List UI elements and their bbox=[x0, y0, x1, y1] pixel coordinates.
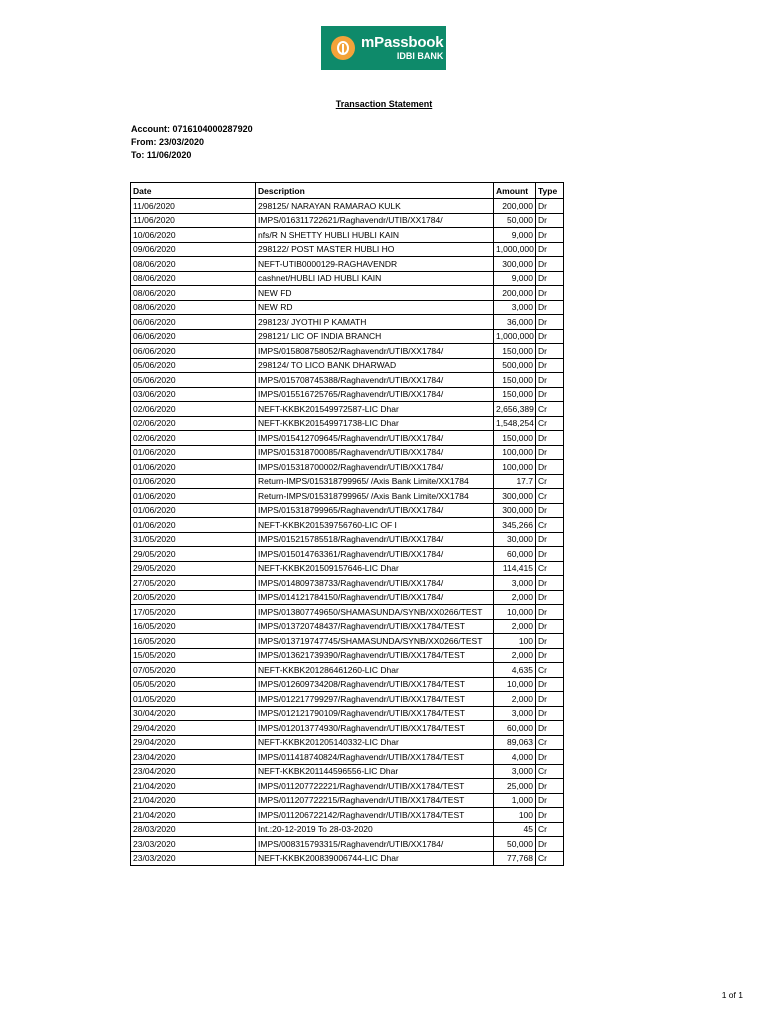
header-amount: Amount bbox=[494, 183, 536, 199]
cell-type: Dr bbox=[536, 387, 564, 402]
table-row bbox=[131, 808, 564, 823]
cell-description: NEW FD bbox=[256, 286, 494, 301]
table-row bbox=[131, 764, 564, 779]
table-row bbox=[131, 213, 564, 228]
cell-date: 05/05/2020 bbox=[131, 677, 256, 692]
cell-description: NEFT-KKBK201286461260-LIC Dhar bbox=[256, 663, 494, 678]
cell-type: Cr bbox=[536, 663, 564, 678]
cell-amount: 1,000,000 bbox=[494, 329, 536, 344]
cell-date: 21/04/2020 bbox=[131, 779, 256, 794]
cell-type: Cr bbox=[536, 735, 564, 750]
cell-type: Dr bbox=[536, 460, 564, 475]
cell-description: NEFT-UTIB0000129-RAGHAVENDR bbox=[256, 257, 494, 272]
cell-description: IMPS/011418740824/Raghavendr/UTIB/XX1784/TEST bbox=[256, 750, 494, 765]
table-row bbox=[131, 402, 564, 417]
cell-type: Dr bbox=[536, 779, 564, 794]
cell-type: Dr bbox=[536, 242, 564, 257]
cell-amount: 1,548,254 bbox=[494, 416, 536, 431]
cell-amount: 2,000 bbox=[494, 648, 536, 663]
cell-description: Return-IMPS/015318799965/ /Axis Bank Limite/XX1784 bbox=[256, 474, 494, 489]
cell-amount: 100,000 bbox=[494, 460, 536, 475]
cell-type: Cr bbox=[536, 561, 564, 576]
cell-type: Dr bbox=[536, 358, 564, 373]
cell-type: Dr bbox=[536, 837, 564, 852]
cell-amount: 10,000 bbox=[494, 677, 536, 692]
table-row bbox=[131, 242, 564, 257]
cell-description: IMPS/013720748437/Raghavendr/UTIB/XX1784/TEST bbox=[256, 619, 494, 634]
cell-amount: 1,000,000 bbox=[494, 242, 536, 257]
cell-date: 01/06/2020 bbox=[131, 460, 256, 475]
cell-amount: 3,000 bbox=[494, 706, 536, 721]
cell-amount: 50,000 bbox=[494, 213, 536, 228]
cell-date: 29/05/2020 bbox=[131, 561, 256, 576]
cell-amount: 2,000 bbox=[494, 590, 536, 605]
cell-description: 298124/ TO LICO BANK DHARWAD bbox=[256, 358, 494, 373]
cell-date: 05/06/2020 bbox=[131, 373, 256, 388]
cell-type: Cr bbox=[536, 474, 564, 489]
header-description: Description bbox=[256, 183, 494, 199]
table-row bbox=[131, 837, 564, 852]
table-row bbox=[131, 315, 564, 330]
cell-description: 298125/ NARAYAN RAMARAO KULK bbox=[256, 199, 494, 214]
cell-amount: 150,000 bbox=[494, 373, 536, 388]
cell-amount: 300,000 bbox=[494, 489, 536, 504]
cell-amount: 150,000 bbox=[494, 344, 536, 359]
table-row bbox=[131, 779, 564, 794]
cell-amount: 100,000 bbox=[494, 445, 536, 460]
cell-amount: 50,000 bbox=[494, 837, 536, 852]
cell-description: IMPS/011207722215/Raghavendr/UTIB/XX1784/TEST bbox=[256, 793, 494, 808]
cell-amount: 4,635 bbox=[494, 663, 536, 678]
cell-date: 05/06/2020 bbox=[131, 358, 256, 373]
cell-type: Dr bbox=[536, 808, 564, 823]
cell-description: IMPS/014809738733/Raghavendr/UTIB/XX1784/ bbox=[256, 576, 494, 591]
cell-type: Dr bbox=[536, 271, 564, 286]
cell-amount: 25,000 bbox=[494, 779, 536, 794]
table-row bbox=[131, 416, 564, 431]
table-row bbox=[131, 822, 564, 837]
cell-amount: 300,000 bbox=[494, 257, 536, 272]
cell-date: 01/06/2020 bbox=[131, 518, 256, 533]
cell-description: IMPS/015318700085/Raghavendr/UTIB/XX1784/ bbox=[256, 445, 494, 460]
cell-type: Dr bbox=[536, 300, 564, 315]
cell-description: 298122/ POST MASTER HUBLI HO bbox=[256, 242, 494, 257]
header-date: Date bbox=[131, 183, 256, 199]
cell-description: nfs/R N SHETTY HUBLI HUBLI KAIN bbox=[256, 228, 494, 243]
cell-description: IMPS/015215785518/Raghavendr/UTIB/XX1784/ bbox=[256, 532, 494, 547]
table-row bbox=[131, 503, 564, 518]
table-row bbox=[131, 387, 564, 402]
table-row bbox=[131, 300, 564, 315]
cell-amount: 30,000 bbox=[494, 532, 536, 547]
cell-type: Dr bbox=[536, 721, 564, 736]
account-info bbox=[131, 123, 253, 162]
cell-description: NEFT-KKBK201144596556-LIC Dhar bbox=[256, 764, 494, 779]
table-row bbox=[131, 445, 564, 460]
cell-amount: 4,000 bbox=[494, 750, 536, 765]
table-row bbox=[131, 663, 564, 678]
cell-description: IMPS/013807749650/SHAMASUNDA/SYNB/XX0266/TEST bbox=[256, 605, 494, 620]
cell-date: 08/06/2020 bbox=[131, 300, 256, 315]
cell-date: 23/03/2020 bbox=[131, 837, 256, 852]
cell-type: Dr bbox=[536, 677, 564, 692]
cell-type: Dr bbox=[536, 228, 564, 243]
cell-date: 29/04/2020 bbox=[131, 721, 256, 736]
table-row bbox=[131, 257, 564, 272]
table-row bbox=[131, 677, 564, 692]
cell-date: 06/06/2020 bbox=[131, 344, 256, 359]
cell-type: Dr bbox=[536, 373, 564, 388]
cell-description: IMPS/012609734208/Raghavendr/UTIB/XX1784/TEST bbox=[256, 677, 494, 692]
cell-description: NEFT-KKBK201509157646-LIC Dhar bbox=[256, 561, 494, 576]
cell-date: 11/06/2020 bbox=[131, 213, 256, 228]
cell-type: Cr bbox=[536, 518, 564, 533]
cell-type: Dr bbox=[536, 199, 564, 214]
cell-date: 02/06/2020 bbox=[131, 431, 256, 446]
cell-date: 16/05/2020 bbox=[131, 634, 256, 649]
cell-amount: 45 bbox=[494, 822, 536, 837]
cell-date: 17/05/2020 bbox=[131, 605, 256, 620]
cell-date: 27/05/2020 bbox=[131, 576, 256, 591]
cell-description: IMPS/011206722142/Raghavendr/UTIB/XX1784/TEST bbox=[256, 808, 494, 823]
from-date: From: 23/03/2020 bbox=[131, 137, 205, 147]
cell-amount: 3,000 bbox=[494, 576, 536, 591]
cell-date: 06/06/2020 bbox=[131, 329, 256, 344]
cell-type: Cr bbox=[536, 764, 564, 779]
cell-date: 21/04/2020 bbox=[131, 793, 256, 808]
cell-description: IMPS/015808758052/Raghavendr/UTIB/XX1784/ bbox=[256, 344, 494, 359]
table-row bbox=[131, 228, 564, 243]
cell-amount: 300,000 bbox=[494, 503, 536, 518]
cell-description: IMPS/013719747745/SHAMASUNDA/SYNB/XX0266/TEST bbox=[256, 634, 494, 649]
cell-type: Cr bbox=[536, 822, 564, 837]
table-row bbox=[131, 271, 564, 286]
cell-date: 29/04/2020 bbox=[131, 735, 256, 750]
cell-date: 28/03/2020 bbox=[131, 822, 256, 837]
cell-type: Dr bbox=[536, 750, 564, 765]
cell-amount: 60,000 bbox=[494, 721, 536, 736]
cell-type: Dr bbox=[536, 692, 564, 707]
cell-date: 10/06/2020 bbox=[131, 228, 256, 243]
cell-type: Cr bbox=[536, 489, 564, 504]
table-row bbox=[131, 721, 564, 736]
cell-amount: 9,000 bbox=[494, 228, 536, 243]
cell-date: 15/05/2020 bbox=[131, 648, 256, 663]
cell-amount: 17.7 bbox=[494, 474, 536, 489]
cell-date: 31/05/2020 bbox=[131, 532, 256, 547]
table-row bbox=[131, 431, 564, 446]
table-header-row bbox=[131, 183, 564, 199]
cell-type: Dr bbox=[536, 706, 564, 721]
cell-description: IMPS/015412709645/Raghavendr/UTIB/XX1784/ bbox=[256, 431, 494, 446]
cell-type: Dr bbox=[536, 619, 564, 634]
cell-type: Cr bbox=[536, 416, 564, 431]
cell-amount: 500,000 bbox=[494, 358, 536, 373]
logo-sub-text: IDBI BANK bbox=[396, 51, 444, 61]
table-row bbox=[131, 518, 564, 533]
cell-description: NEW RD bbox=[256, 300, 494, 315]
cell-amount: 345,266 bbox=[494, 518, 536, 533]
cell-description: 298121/ LIC OF INDIA BRANCH bbox=[256, 329, 494, 344]
cell-amount: 10,000 bbox=[494, 605, 536, 620]
cell-type: Cr bbox=[536, 402, 564, 417]
cell-type: Dr bbox=[536, 213, 564, 228]
cell-description: IMPS/014121784150/Raghavendr/UTIB/XX1784/ bbox=[256, 590, 494, 605]
cell-description: IMPS/015318799965/Raghavendr/UTIB/XX1784/ bbox=[256, 503, 494, 518]
cell-description: IMPS/011207722221/Raghavendr/UTIB/XX1784/TEST bbox=[256, 779, 494, 794]
table-row bbox=[131, 474, 564, 489]
table-row bbox=[131, 460, 564, 475]
cell-description: cashnet/HUBLI IAD HUBLI KAIN bbox=[256, 271, 494, 286]
cell-amount: 150,000 bbox=[494, 387, 536, 402]
table-row bbox=[131, 199, 564, 214]
cell-type: Dr bbox=[536, 793, 564, 808]
cell-type: Cr bbox=[536, 851, 564, 866]
cell-type: Dr bbox=[536, 576, 564, 591]
cell-date: 06/06/2020 bbox=[131, 315, 256, 330]
cell-amount: 200,000 bbox=[494, 199, 536, 214]
page-number: 1 of 1 bbox=[721, 990, 743, 1000]
cell-description: IMPS/012217799297/Raghavendr/UTIB/XX1784/TEST bbox=[256, 692, 494, 707]
cell-type: Dr bbox=[536, 547, 564, 562]
transaction-table bbox=[130, 182, 564, 866]
mpassbook-logo bbox=[321, 26, 446, 70]
cell-date: 01/06/2020 bbox=[131, 445, 256, 460]
cell-amount: 60,000 bbox=[494, 547, 536, 562]
cell-description: IMPS/016311722621/Raghavendr/UTIB/XX1784/ bbox=[256, 213, 494, 228]
cell-amount: 100 bbox=[494, 808, 536, 823]
cell-date: 07/05/2020 bbox=[131, 663, 256, 678]
table-row bbox=[131, 329, 564, 344]
idbi-logo-icon bbox=[331, 36, 355, 60]
cell-amount: 2,000 bbox=[494, 619, 536, 634]
cell-date: 08/06/2020 bbox=[131, 257, 256, 272]
table-row bbox=[131, 735, 564, 750]
cell-date: 01/06/2020 bbox=[131, 474, 256, 489]
table-row bbox=[131, 344, 564, 359]
table-row bbox=[131, 286, 564, 301]
cell-amount: 150,000 bbox=[494, 431, 536, 446]
cell-date: 30/04/2020 bbox=[131, 706, 256, 721]
account-number: Account: 0716104000287920 bbox=[131, 124, 253, 134]
cell-amount: 100 bbox=[494, 634, 536, 649]
cell-amount: 200,000 bbox=[494, 286, 536, 301]
table-row bbox=[131, 619, 564, 634]
table-row bbox=[131, 489, 564, 504]
cell-date: 01/06/2020 bbox=[131, 489, 256, 504]
table-row bbox=[131, 634, 564, 649]
table-row bbox=[131, 373, 564, 388]
cell-description: IMPS/015516725765/Raghavendr/UTIB/XX1784/ bbox=[256, 387, 494, 402]
cell-description: IMPS/015014763361/Raghavendr/UTIB/XX1784/ bbox=[256, 547, 494, 562]
cell-type: Dr bbox=[536, 532, 564, 547]
cell-amount: 36,000 bbox=[494, 315, 536, 330]
cell-description: IMPS/015318700002/Raghavendr/UTIB/XX1784/ bbox=[256, 460, 494, 475]
cell-date: 01/06/2020 bbox=[131, 503, 256, 518]
cell-amount: 114,415 bbox=[494, 561, 536, 576]
cell-amount: 2,656,389 bbox=[494, 402, 536, 417]
table-row bbox=[131, 648, 564, 663]
table-row bbox=[131, 561, 564, 576]
cell-date: 09/06/2020 bbox=[131, 242, 256, 257]
cell-date: 20/05/2020 bbox=[131, 590, 256, 605]
table-row bbox=[131, 576, 564, 591]
cell-type: Dr bbox=[536, 605, 564, 620]
cell-type: Dr bbox=[536, 590, 564, 605]
cell-date: 29/05/2020 bbox=[131, 547, 256, 562]
cell-date: 02/06/2020 bbox=[131, 416, 256, 431]
cell-date: 23/03/2020 bbox=[131, 851, 256, 866]
logo-main-text: mPassbook bbox=[361, 34, 444, 51]
cell-description: NEFT-KKBK201549971738-LIC Dhar bbox=[256, 416, 494, 431]
table-row bbox=[131, 358, 564, 373]
cell-description: IMPS/012013774930/Raghavendr/UTIB/XX1784/TEST bbox=[256, 721, 494, 736]
cell-description: IMPS/008315793315/Raghavendr/UTIB/XX1784/ bbox=[256, 837, 494, 852]
table-row bbox=[131, 692, 564, 707]
table-row bbox=[131, 793, 564, 808]
cell-date: 01/05/2020 bbox=[131, 692, 256, 707]
cell-description: NEFT-KKBK200839006744-LIC Dhar bbox=[256, 851, 494, 866]
table-row bbox=[131, 532, 564, 547]
cell-type: Dr bbox=[536, 344, 564, 359]
cell-date: 08/06/2020 bbox=[131, 286, 256, 301]
cell-amount: 2,000 bbox=[494, 692, 536, 707]
table-row bbox=[131, 547, 564, 562]
cell-description: NEFT-KKBK201205140332-LIC Dhar bbox=[256, 735, 494, 750]
logo-text bbox=[361, 35, 443, 61]
cell-amount: 77,768 bbox=[494, 851, 536, 866]
cell-amount: 3,000 bbox=[494, 764, 536, 779]
cell-description: IMPS/015708745388/Raghavendr/UTIB/XX1784/ bbox=[256, 373, 494, 388]
cell-description: Return-IMPS/015318799965/ /Axis Bank Limite/XX1784 bbox=[256, 489, 494, 504]
table-row bbox=[131, 851, 564, 866]
table-row bbox=[131, 605, 564, 620]
cell-date: 02/06/2020 bbox=[131, 402, 256, 417]
table-row bbox=[131, 750, 564, 765]
cell-amount: 3,000 bbox=[494, 300, 536, 315]
cell-description: NEFT-KKBK201539756760-LIC OF I bbox=[256, 518, 494, 533]
cell-type: Dr bbox=[536, 257, 564, 272]
cell-date: 08/06/2020 bbox=[131, 271, 256, 286]
transaction-rows bbox=[131, 199, 564, 866]
table-row bbox=[131, 706, 564, 721]
cell-type: Dr bbox=[536, 445, 564, 460]
cell-date: 16/05/2020 bbox=[131, 619, 256, 634]
table-row bbox=[131, 590, 564, 605]
cell-type: Dr bbox=[536, 648, 564, 663]
to-date: To: 11/06/2020 bbox=[131, 150, 192, 160]
cell-amount: 89,063 bbox=[494, 735, 536, 750]
cell-type: Dr bbox=[536, 503, 564, 518]
cell-date: 21/04/2020 bbox=[131, 808, 256, 823]
cell-date: 23/04/2020 bbox=[131, 750, 256, 765]
cell-type: Dr bbox=[536, 315, 564, 330]
cell-type: Dr bbox=[536, 286, 564, 301]
cell-amount: 1,000 bbox=[494, 793, 536, 808]
header-type: Type bbox=[536, 183, 564, 199]
cell-description: 298123/ JYOTHI P KAMATH bbox=[256, 315, 494, 330]
cell-type: Dr bbox=[536, 329, 564, 344]
cell-date: 03/06/2020 bbox=[131, 387, 256, 402]
cell-type: Dr bbox=[536, 431, 564, 446]
cell-description: NEFT-KKBK201549972587-LIC Dhar bbox=[256, 402, 494, 417]
cell-date: 11/06/2020 bbox=[131, 199, 256, 214]
cell-description: IMPS/013621739390/Raghavendr/UTIB/XX1784/TEST bbox=[256, 648, 494, 663]
cell-type: Dr bbox=[536, 634, 564, 649]
cell-description: IMPS/012121790109/Raghavendr/UTIB/XX1784/TEST bbox=[256, 706, 494, 721]
cell-amount: 9,000 bbox=[494, 271, 536, 286]
page-title: Transaction Statement bbox=[335, 99, 433, 109]
cell-date: 23/04/2020 bbox=[131, 764, 256, 779]
cell-description: Int.:20-12-2019 To 28-03-2020 bbox=[256, 822, 494, 837]
